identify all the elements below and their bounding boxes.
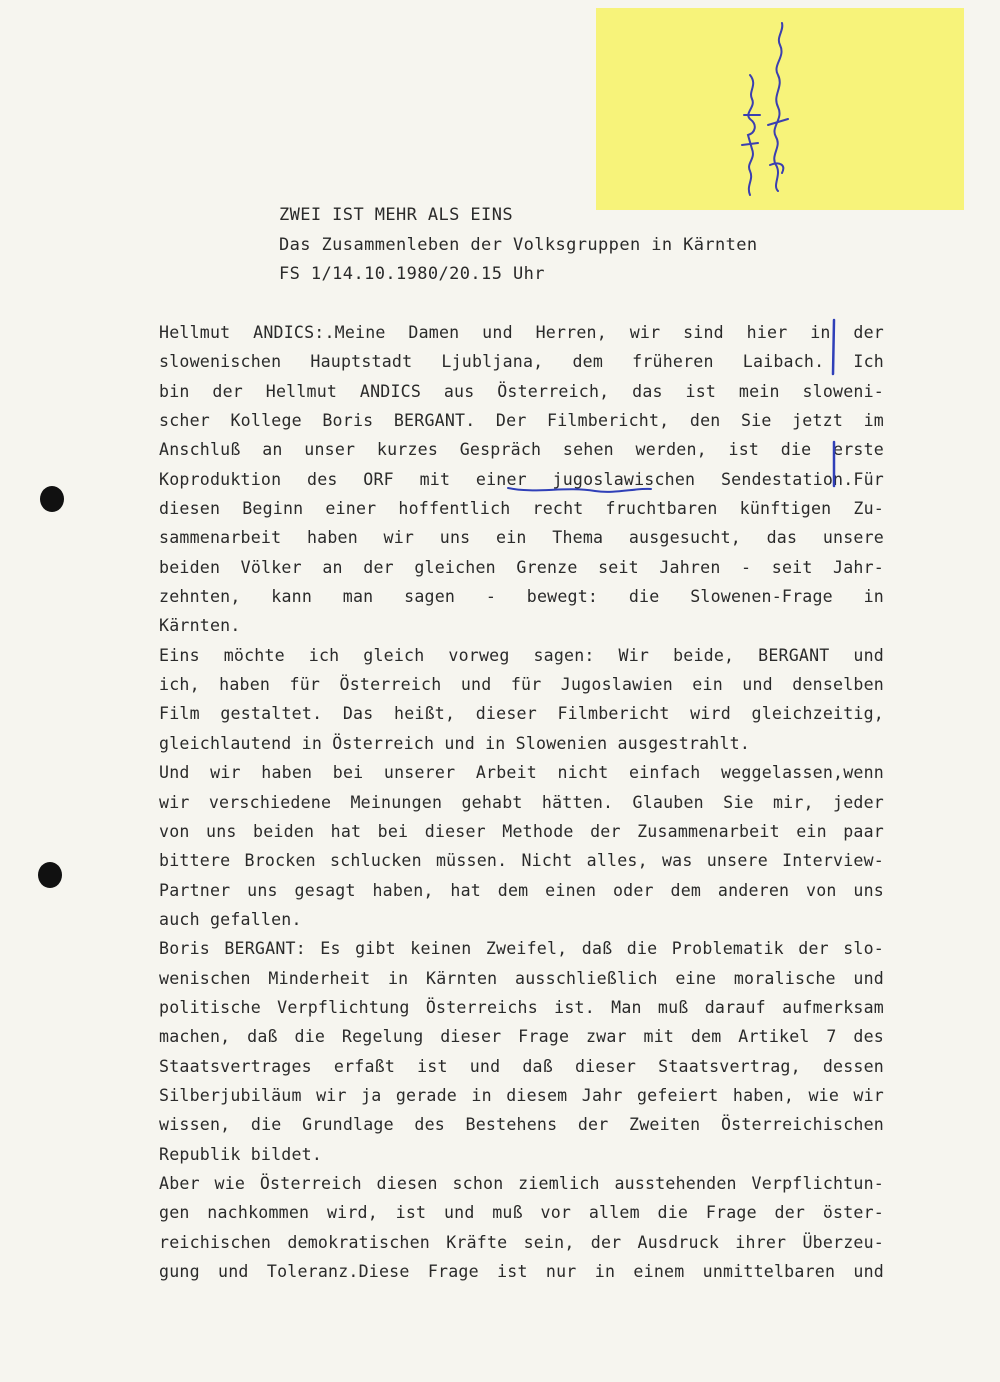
text-line: Boris BERGANT: Es gibt keinen Zweifel, daß die Problematik der slo- xyxy=(159,939,884,959)
text-line: Kärnten. xyxy=(159,616,241,636)
text-line: Republik bildet. xyxy=(159,1144,323,1164)
transcript-body xyxy=(159,318,884,1286)
text-line: zehnten, kann man sagen - bewegt: die Slowenen-Frage in xyxy=(159,587,884,607)
text-line: Koproduktion des ORF mit einer jugoslawischen Sendestation.Für xyxy=(159,469,884,489)
text-line: machen, daß die Regelung dieser Frage zwar mit dem Artikel 7 des xyxy=(159,1027,884,1047)
document-header xyxy=(279,201,839,290)
margin-mark-line xyxy=(828,440,840,490)
text-line: ich, haben für Österreich und für Jugoslawien ein und denselben xyxy=(159,675,884,695)
underline-mark xyxy=(505,482,655,496)
text-line: gleichlautend in Österreich und in Slowenien ausgestrahlt. xyxy=(159,733,751,753)
text-line: bittere Brocken schlucken müssen. Nicht alles, was unsere Interview- xyxy=(159,851,884,871)
text-line: sammenarbeit haben wir uns ein Thema ausgesucht, das unsere xyxy=(159,528,884,548)
text-line: gen nachkommen wird, ist und muß vor allem die Frage der öster- xyxy=(159,1203,884,1223)
text-line: Staatsvertrages erfaßt ist und daß dieser Staatsvertrag, dessen xyxy=(159,1056,884,1076)
text-line: slowenischen Hauptstadt Ljubljana, dem früheren Laibach. Ich xyxy=(159,352,884,372)
text-line: wissen, die Grundlage des Bestehens der Zweiten Österreichischen xyxy=(159,1115,884,1135)
text-line: Anschluß an unser kurzes Gespräch sehen werden, ist die erste xyxy=(159,440,884,460)
text-line: von uns beiden hat bei dieser Methode der Zusammenarbeit ein paar xyxy=(159,821,884,841)
text-line: beiden Völker an der gleichen Grenze seit Jahren - seit Jahr- xyxy=(159,557,884,577)
handwritten-annotation xyxy=(720,15,800,200)
text-line: Aber wie Österreich diesen schon ziemlich ausstehenden Verpflichtun- xyxy=(159,1173,884,1193)
text-line: Hellmut ANDICS:.Meine Damen und Herren, wir sind hier in der xyxy=(159,323,884,342)
text-line: Film gestaltet. Das heißt, dieser Filmbericht wird gleichzeitig, xyxy=(159,704,884,724)
broadcast-info: FS 1/14.10.1980/20.15 Uhr xyxy=(279,264,545,284)
text-line: Silberjubiläum wir ja gerade in diesem Jahr gefeiert haben, wie wir xyxy=(159,1085,884,1105)
document-title: ZWEI IST MEHR ALS EINS xyxy=(279,205,513,225)
text-line: Eins möchte ich gleich vorweg sagen: Wir beide, BERGANT und xyxy=(159,645,884,665)
text-line: diesen Beginn einer hoffentlich recht fruchtbaren künftigen Zu- xyxy=(159,499,884,519)
text-line: scher Kollege Boris BERGANT. Der Filmbericht, den Sie jetzt im xyxy=(159,411,884,431)
punch-hole xyxy=(38,862,62,888)
text-line: auch gefallen. xyxy=(159,909,302,929)
margin-mark-line xyxy=(828,318,840,378)
text-line: wenischen Minderheit in Kärnten ausschließlich eine moralische und xyxy=(159,968,884,988)
text-line: bin der Hellmut ANDICS aus Österreich, das ist mein sloweni- xyxy=(159,381,884,401)
document-subtitle: Das Zusammenleben der Volksgruppen in Kärnten xyxy=(279,234,758,255)
text-line: gung und Toleranz.Diese Frage ist nur in einem unmittelbaren und xyxy=(159,1262,884,1281)
text-line: Partner uns gesagt haben, hat dem einen oder dem anderen von uns xyxy=(159,880,884,900)
text-line: politische Verpflichtung Österreichs ist. Man muß darauf aufmerksam xyxy=(159,997,884,1017)
text-line: Und wir haben bei unserer Arbeit nicht einfach weggelassen,wenn xyxy=(159,763,884,783)
text-line: reichischen demokratischen Kräfte sein, der Ausdruck ihrer Überzeu- xyxy=(159,1232,884,1252)
text-line: wir verschiedene Meinungen gehabt hätten. Glauben Sie mir, jeder xyxy=(159,792,884,812)
punch-hole xyxy=(40,486,64,512)
